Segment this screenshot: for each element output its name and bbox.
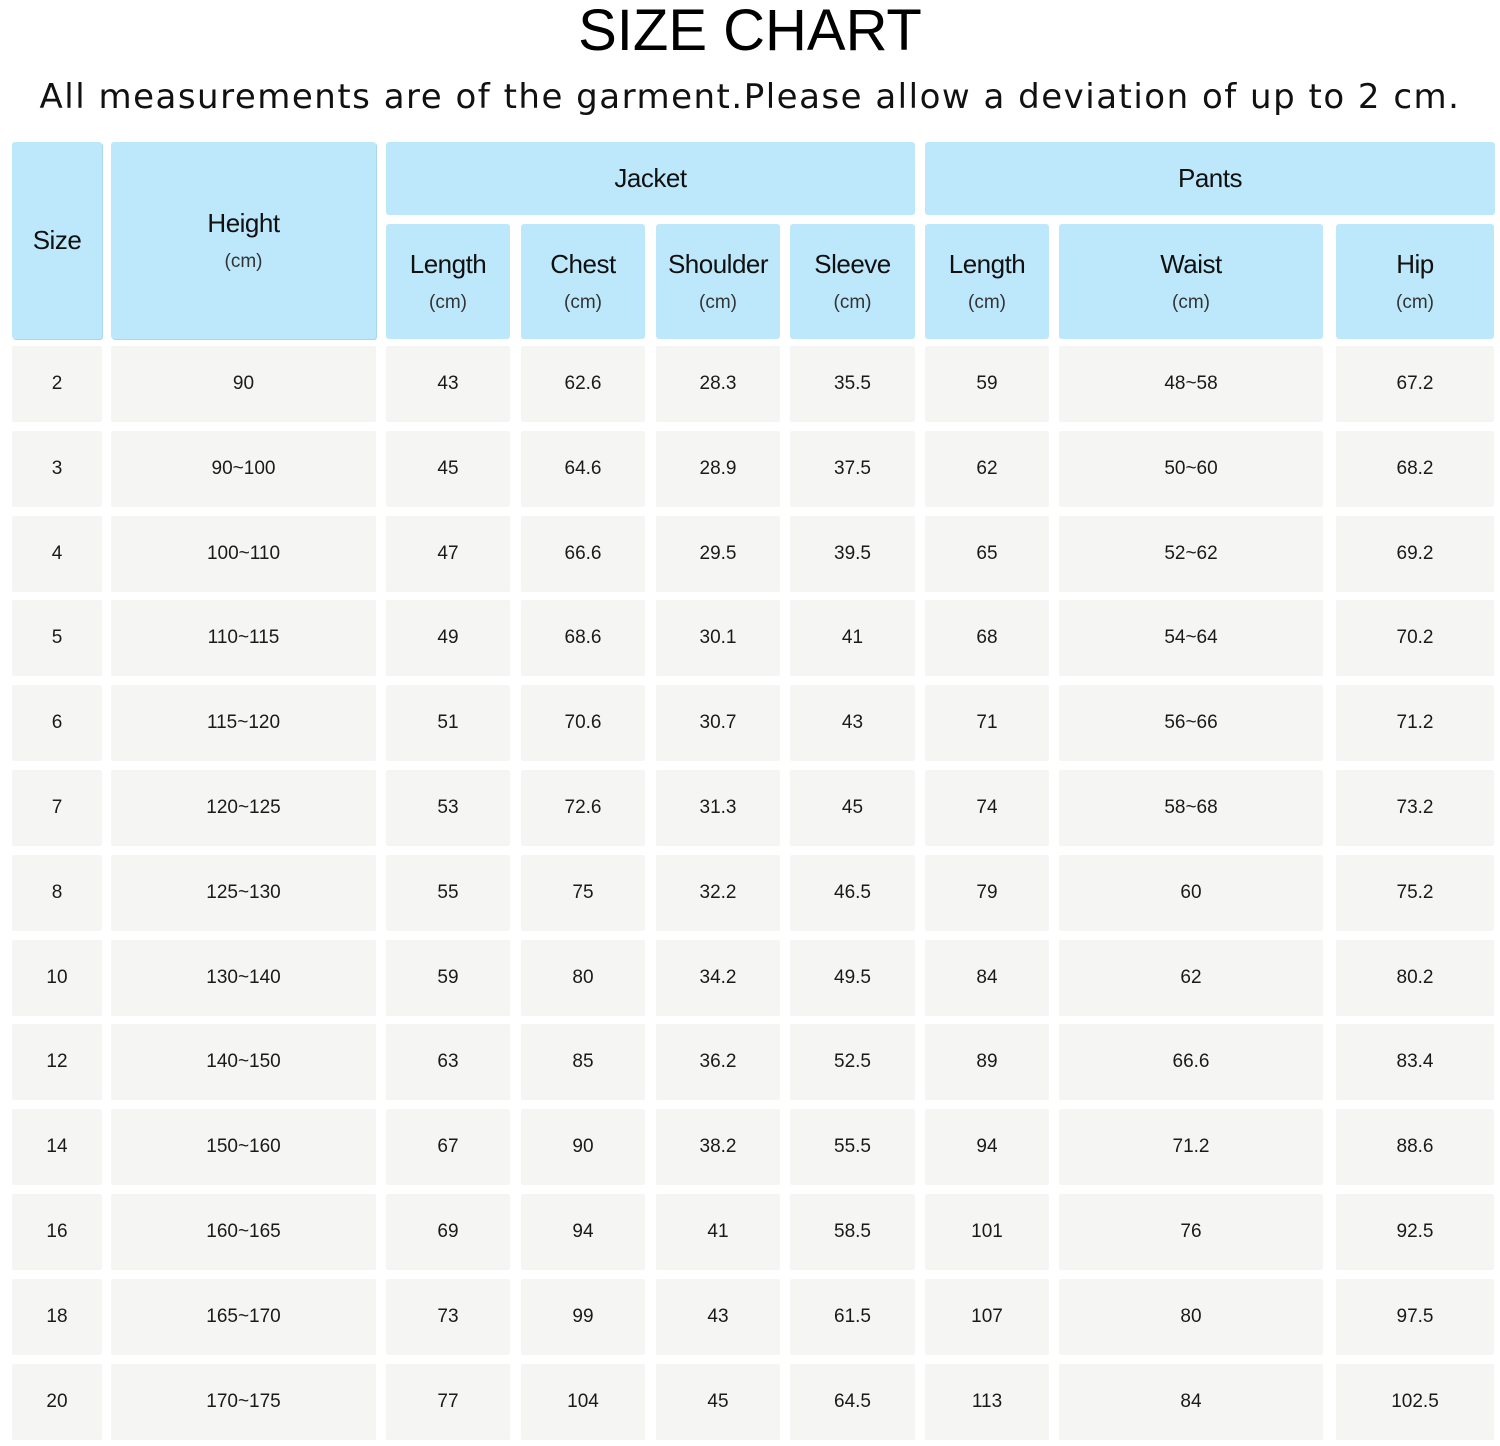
cell-pants-hip: 102.5	[1336, 1364, 1494, 1440]
cell-size: 10	[12, 940, 102, 1016]
cell-jacket-length: 67	[386, 1109, 510, 1185]
header-column-label: Shoulder	[667, 248, 769, 279]
cell-jacket-chest: 70.6	[521, 685, 645, 761]
cell-size: 16	[12, 1194, 102, 1270]
cell-jacket-length: 69	[386, 1194, 510, 1270]
cell-jacket-sleeve: 45	[790, 770, 915, 846]
cell-jacket-chest: 104	[521, 1364, 645, 1440]
cell-pants-waist: 48~58	[1059, 346, 1323, 422]
cell-jacket-sleeve: 49.5	[790, 940, 915, 1016]
cell-jacket-sleeve: 35.5	[790, 346, 915, 422]
header-column-unit: (cm)	[564, 291, 602, 313]
header-pants-label: Pants	[1178, 163, 1242, 193]
cell-jacket-chest: 99	[521, 1279, 645, 1355]
cell-pants-length: 59	[925, 346, 1049, 422]
cell-pants-waist: 52~62	[1059, 516, 1323, 592]
header-pants-waist	[1059, 224, 1323, 339]
cell-pants-waist: 66.6	[1059, 1024, 1323, 1100]
cell-jacket-shoulder: 38.2	[656, 1109, 780, 1185]
cell-height: 115~120	[111, 685, 376, 761]
cell-pants-hip: 67.2	[1336, 346, 1494, 422]
header-column-label: Waist	[1160, 248, 1222, 279]
cell-jacket-chest: 94	[521, 1194, 645, 1270]
cell-size: 20	[12, 1364, 102, 1440]
header-group-pants	[925, 142, 1495, 215]
cell-pants-hip: 73.2	[1336, 770, 1494, 846]
cell-size: 18	[12, 1279, 102, 1355]
cell-jacket-chest: 64.6	[521, 431, 645, 507]
chart-title: SIZE CHART	[578, 0, 922, 63]
cell-height: 110~115	[111, 600, 376, 676]
cell-size: 4	[12, 516, 102, 592]
cell-height: 160~165	[111, 1194, 376, 1270]
chart-subtitle: All measurements are of the garment.Please allow a deviation of up to 2 cm.	[39, 77, 1461, 117]
header-column-unit: (cm)	[1172, 291, 1210, 313]
cell-pants-length: 94	[925, 1109, 1049, 1185]
cell-pants-length: 107	[925, 1279, 1049, 1355]
cell-jacket-shoulder: 34.2	[656, 940, 780, 1016]
cell-pants-hip: 70.2	[1336, 600, 1494, 676]
cell-jacket-sleeve: 43	[790, 685, 915, 761]
cell-height: 90~100	[111, 431, 376, 507]
header-column-unit: (cm)	[429, 291, 467, 313]
cell-pants-waist: 76	[1059, 1194, 1323, 1270]
header-column-label: Sleeve	[814, 248, 891, 279]
cell-jacket-chest: 90	[521, 1109, 645, 1185]
header-jacket-shoulder	[656, 224, 780, 339]
cell-jacket-sleeve: 55.5	[790, 1109, 915, 1185]
cell-pants-hip: 97.5	[1336, 1279, 1494, 1355]
cell-pants-length: 62	[925, 431, 1049, 507]
cell-height: 150~160	[111, 1109, 376, 1185]
cell-jacket-shoulder: 30.1	[656, 600, 780, 676]
cell-jacket-chest: 66.6	[521, 516, 645, 592]
cell-pants-length: 65	[925, 516, 1049, 592]
header-column-label: Chest	[550, 248, 616, 279]
cell-jacket-sleeve: 41	[790, 600, 915, 676]
cell-jacket-length: 53	[386, 770, 510, 846]
cell-jacket-shoulder: 31.3	[656, 770, 780, 846]
cell-height: 125~130	[111, 855, 376, 931]
cell-jacket-sleeve: 61.5	[790, 1279, 915, 1355]
cell-size: 3	[12, 431, 102, 507]
cell-pants-hip: 71.2	[1336, 685, 1494, 761]
cell-size: 8	[12, 855, 102, 931]
cell-size: 7	[12, 770, 102, 846]
cell-pants-waist: 56~66	[1059, 685, 1323, 761]
cell-height: 130~140	[111, 940, 376, 1016]
cell-jacket-chest: 75	[521, 855, 645, 931]
header-height-unit: (cm)	[224, 250, 263, 272]
cell-size: 12	[12, 1024, 102, 1100]
cell-size: 2	[12, 346, 102, 422]
cell-size: 5	[12, 600, 102, 676]
cell-jacket-shoulder: 43	[656, 1279, 780, 1355]
cell-height: 170~175	[111, 1364, 376, 1440]
header-column-unit: (cm)	[833, 291, 872, 313]
header-column-label: Hip	[1396, 248, 1434, 279]
cell-jacket-sleeve: 58.5	[790, 1194, 915, 1270]
cell-jacket-shoulder: 36.2	[656, 1024, 780, 1100]
cell-jacket-sleeve: 52.5	[790, 1024, 915, 1100]
cell-jacket-chest: 80	[521, 940, 645, 1016]
header-jacket-length	[386, 224, 510, 339]
cell-pants-waist: 71.2	[1059, 1109, 1323, 1185]
cell-pants-length: 74	[925, 770, 1049, 846]
header-column-unit: (cm)	[968, 291, 1006, 313]
header-pants-hip	[1336, 224, 1494, 339]
cell-jacket-length: 47	[386, 516, 510, 592]
header-column-label: Length	[409, 248, 487, 279]
cell-jacket-chest: 85	[521, 1024, 645, 1100]
cell-pants-length: 113	[925, 1364, 1049, 1440]
cell-pants-length: 68	[925, 600, 1049, 676]
cell-pants-hip: 80.2	[1336, 940, 1494, 1016]
header-column-unit: (cm)	[1396, 291, 1434, 313]
cell-jacket-shoulder: 28.9	[656, 431, 780, 507]
cell-size: 6	[12, 685, 102, 761]
cell-pants-length: 71	[925, 685, 1049, 761]
cell-pants-waist: 80	[1059, 1279, 1323, 1355]
cell-jacket-length: 59	[386, 940, 510, 1016]
cell-jacket-shoulder: 28.3	[656, 346, 780, 422]
header-height-label: Height	[207, 207, 280, 238]
cell-pants-hip: 75.2	[1336, 855, 1494, 931]
cell-jacket-sleeve: 64.5	[790, 1364, 915, 1440]
cell-pants-waist: 60	[1059, 855, 1323, 931]
cell-jacket-shoulder: 32.2	[656, 855, 780, 931]
cell-jacket-length: 73	[386, 1279, 510, 1355]
cell-jacket-chest: 72.6	[521, 770, 645, 846]
header-jacket-sleeve	[790, 224, 915, 339]
cell-jacket-shoulder: 30.7	[656, 685, 780, 761]
cell-pants-length: 101	[925, 1194, 1049, 1270]
cell-pants-length: 79	[925, 855, 1049, 931]
cell-pants-hip: 69.2	[1336, 516, 1494, 592]
cell-jacket-chest: 68.6	[521, 600, 645, 676]
header-jacket-chest	[521, 224, 645, 339]
cell-jacket-length: 45	[386, 431, 510, 507]
header-size	[12, 142, 102, 339]
cell-height: 120~125	[111, 770, 376, 846]
cell-pants-waist: 84	[1059, 1364, 1323, 1440]
cell-pants-hip: 88.6	[1336, 1109, 1494, 1185]
header-size-label: Size	[32, 225, 82, 255]
cell-jacket-sleeve: 39.5	[790, 516, 915, 592]
cell-height: 165~170	[111, 1279, 376, 1355]
cell-jacket-shoulder: 29.5	[656, 516, 780, 592]
cell-pants-hip: 68.2	[1336, 431, 1494, 507]
cell-pants-hip: 83.4	[1336, 1024, 1494, 1100]
cell-jacket-shoulder: 41	[656, 1194, 780, 1270]
header-height	[111, 142, 376, 339]
header-group-jacket	[386, 142, 915, 215]
cell-jacket-sleeve: 37.5	[790, 431, 915, 507]
cell-pants-hip: 92.5	[1336, 1194, 1494, 1270]
cell-jacket-length: 63	[386, 1024, 510, 1100]
header-column-label: Length	[948, 248, 1026, 279]
cell-pants-waist: 58~68	[1059, 770, 1323, 846]
cell-jacket-sleeve: 46.5	[790, 855, 915, 931]
header-jacket-label: Jacket	[614, 163, 687, 193]
header-column-unit: (cm)	[699, 291, 737, 313]
cell-jacket-length: 51	[386, 685, 510, 761]
cell-pants-waist: 62	[1059, 940, 1323, 1016]
cell-jacket-length: 49	[386, 600, 510, 676]
cell-height: 100~110	[111, 516, 376, 592]
cell-pants-length: 89	[925, 1024, 1049, 1100]
cell-size: 14	[12, 1109, 102, 1185]
cell-height: 140~150	[111, 1024, 376, 1100]
cell-height: 90	[111, 346, 376, 422]
cell-pants-length: 84	[925, 940, 1049, 1016]
cell-jacket-length: 43	[386, 346, 510, 422]
header-pants-length	[925, 224, 1049, 339]
cell-jacket-shoulder: 45	[656, 1364, 780, 1440]
cell-jacket-length: 55	[386, 855, 510, 931]
cell-jacket-chest: 62.6	[521, 346, 645, 422]
cell-pants-waist: 50~60	[1059, 431, 1323, 507]
cell-jacket-length: 77	[386, 1364, 510, 1440]
cell-pants-waist: 54~64	[1059, 600, 1323, 676]
